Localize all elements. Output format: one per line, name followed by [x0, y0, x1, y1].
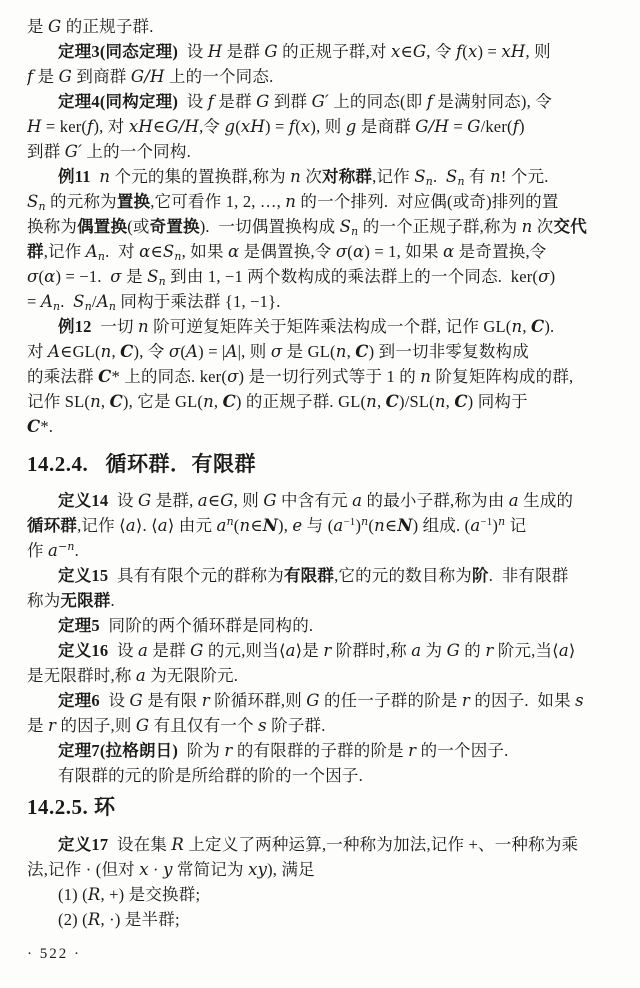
text-line: 法,记作 · (但对 x · y 常简记为 xy), 满足	[27, 860, 315, 879]
example-11-line: 例11 n 个元的集的置换群,称为 n 次对称群,记作 $S_n$. $S_n$ 有 n! 个元.	[58, 167, 549, 189]
ring-axiom-2-line: (2) (R, ·) 是半群;	[58, 910, 180, 929]
text-line: 对 A∈GL(n, C), 令 σ(A) = |A|, 则 σ 是 GL(n, C) 到一切非零复数构成	[27, 342, 529, 361]
text-line: 循环群,记作 ⟨a⟩. ⟨a⟩ 由元 $a^n(n\in N)$, e 与 $(a^{-1})^n(n\in N)$ 组成. $(a^{-1})^n$ 记	[27, 515, 527, 535]
definition-14-line: 定义14 设 G 是群, a∈G, 则 G 中含有元 a 的最小子群,称为由 a 生成的	[58, 491, 574, 510]
heading-14-2-5: 14.2.5. 环	[27, 795, 116, 819]
definition-16-line: 定义16 设 a 是群 G 的元,则当⟨a⟩是 r 阶群时,称 a 为 G 的 r 阶元,当⟨a⟩	[58, 641, 576, 660]
text-line: 称为无限群.	[27, 591, 115, 610]
text-line: σ(α) = −1. σ 是 $S_n$ 到由 1, −1 两个数构成的乘法群上的一个同态. ker(σ)	[27, 267, 556, 289]
text-line: 到群 G′ 上的一个同构.	[27, 142, 191, 161]
text-line: 群,记作 $A_n$. 对 $\alpha\in S_n$, 如果 α 是偶置换,令 σ(α) = 1, 如果 α 是奇置换,令	[27, 242, 547, 264]
text-line: 有限群的元的阶是所给群的阶的一个因子.	[58, 766, 363, 785]
theorem-3-line: 定理3(同态定理) 设 H 是群 G 的正规子群,对 x∈G, 令 f(x) = xH, 则	[58, 42, 551, 61]
text-line: = $A_n$. $S_n/A_n$ 同构于乘法群 {1, −1}.	[27, 292, 281, 314]
text-line: 换称为偶置换(或奇置换). 一切偶置换构成 $S_n$ 的一个正规子群,称为 n 次交代	[27, 217, 587, 239]
ring-axiom-1-line: (1) (R, +) 是交换群;	[58, 885, 201, 904]
definition-15-line: 定义15 具有有限个元的群称为有限群,它的元的数目称为阶. 非有限群	[58, 566, 569, 585]
heading-14-2-4: 14.2.4. 循环群．有限群	[27, 452, 256, 476]
text-line: 的乘法群 C* 上的同态. ker(σ) 是一切行列式等于 1 的 n 阶复矩阵构成的群,	[27, 367, 574, 386]
text-line: 是无限群时,称 a 为无限阶元.	[27, 666, 239, 685]
example-12-line: 例12 一切 n 阶可逆复矩阵关于矩阵乘法构成一个群, 记作 GL(n, C).	[58, 317, 555, 336]
text-line: C*.	[27, 417, 54, 436]
page-content	[27, 14, 622, 932]
text-line: 是 r 的因子,则 G 有且仅有一个 s 阶子群.	[27, 716, 326, 735]
theorem-6-line: 定理6 设 G 是有限 r 阶循环群,则 G 的任一子群的阶是 r 的因子. 如果 s	[58, 691, 584, 710]
theorem-4-line: 定理4(同构定理) 设 f 是群 G 到群 G′ 上的同态(即 f 是满射同态), 令	[58, 92, 552, 111]
page-number: · 522 ·	[27, 946, 81, 962]
text-line: 作 $a^{-n}$.	[27, 540, 79, 560]
definition-17-line: 定义17 设在集 R 上定义了两种运算,一种称为加法,记作 +、一种称为乘	[58, 835, 579, 854]
text-line: 是 G 的正规子群.	[27, 17, 154, 36]
text-line: H = ker(f), 对 xH∈G/H,令 g(xH) = f(x), 则 g 是商群 G/H = G/ker(f)	[27, 117, 525, 136]
text-line: 记作 SL(n, C), 它是 GL(n, C) 的正规子群. GL(n, C)/SL(n, C) 同构于	[27, 392, 528, 411]
text-line: $S_n$ 的元称为置换,它可看作 1, 2, …, n 的一个排列. 对应偶(或奇)排列的置	[27, 192, 559, 214]
text-line: f 是 G 到商群 G/H 上的一个同态.	[27, 67, 274, 86]
theorem-5-line: 定理5 同阶的两个循环群是同构的.	[58, 616, 314, 635]
theorem-7-line: 定理7(拉格朗日) 阶为 r 的有限群的子群的阶是 r 的一个因子.	[58, 741, 509, 760]
